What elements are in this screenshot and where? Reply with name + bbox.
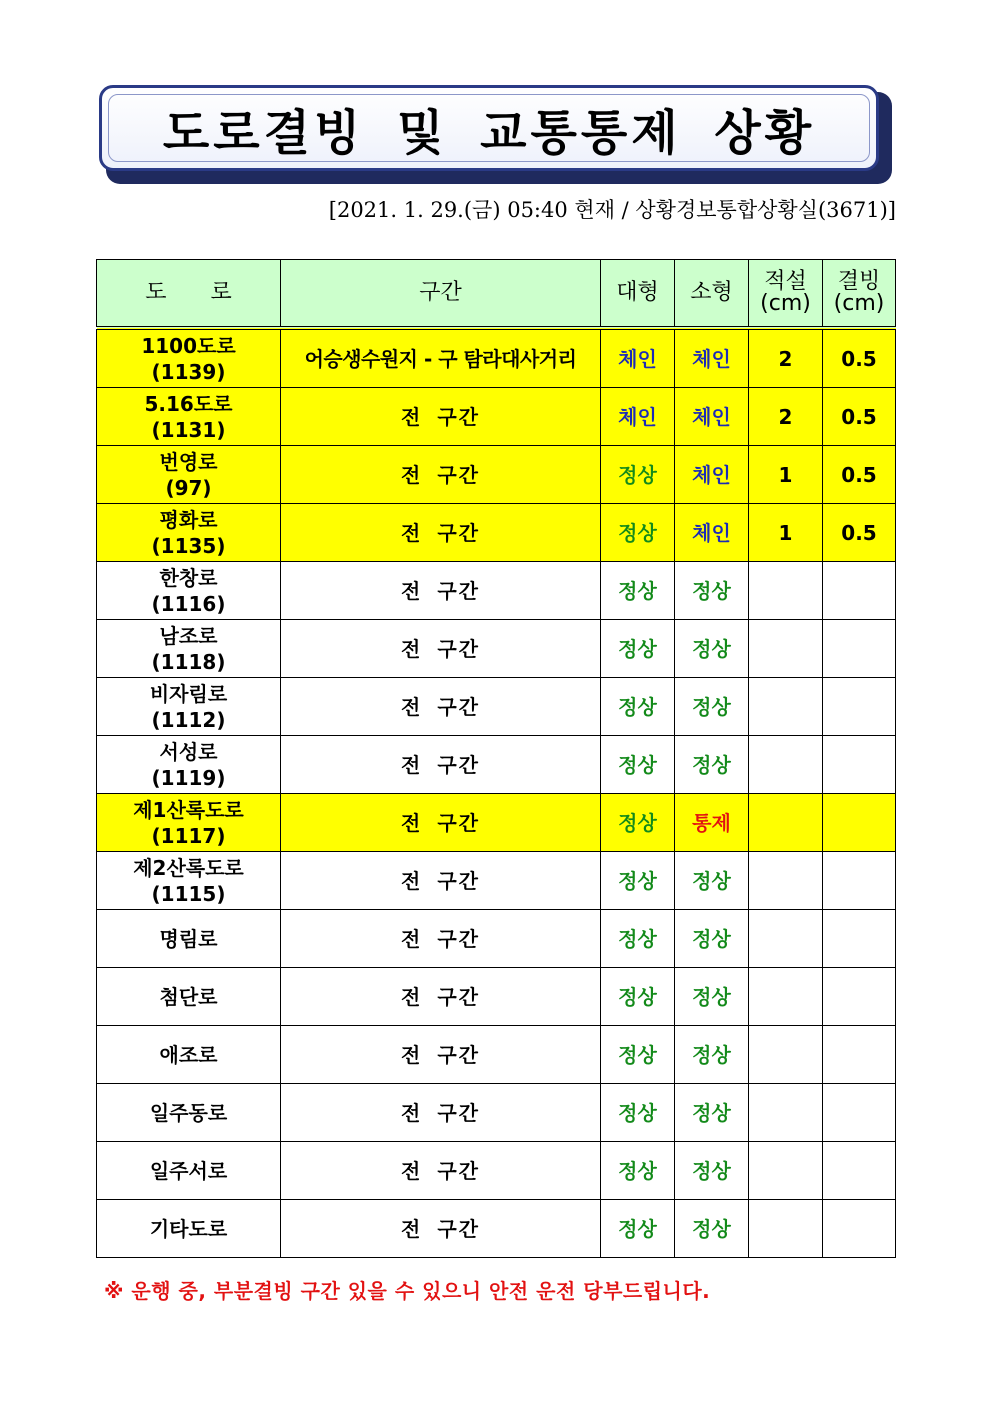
large-vehicle-status: 정상 — [601, 910, 675, 968]
road-code: (97) — [165, 475, 212, 500]
section-cell: 전 구간 — [281, 562, 601, 620]
ice-depth-cell: 0.5 — [823, 328, 896, 388]
section-cell: 전 구간 — [281, 910, 601, 968]
road-cell — [97, 1084, 281, 1142]
report-timestamp: [2021. 1. 29.(금) 05:40 현재 / 상황경보통합상황실(3671)] — [328, 198, 896, 222]
road-cell — [97, 1200, 281, 1258]
small-vehicle-status: 정상 — [675, 1084, 749, 1142]
road-status-table — [96, 259, 896, 1258]
road-name: 제1산록도로 — [133, 797, 244, 822]
ice-depth-cell: 0.5 — [823, 388, 896, 446]
snow-depth-cell — [749, 852, 823, 910]
ice-depth-cell — [823, 620, 896, 678]
road-code: (1116) — [151, 591, 226, 616]
road-name: 평화로 — [159, 507, 218, 532]
large-vehicle-status: 정상 — [601, 1084, 675, 1142]
header-small-vehicle: 소형 — [675, 260, 749, 329]
snow-depth-cell — [749, 620, 823, 678]
section-cell: 전 구간 — [281, 1142, 601, 1200]
table-row — [97, 794, 896, 852]
road-cell — [97, 1142, 281, 1200]
small-vehicle-status: 정상 — [675, 968, 749, 1026]
table-row — [97, 1084, 896, 1142]
table-row — [97, 562, 896, 620]
section-cell: 전 구간 — [281, 620, 601, 678]
ice-depth-cell — [823, 1142, 896, 1200]
small-vehicle-status: 정상 — [675, 910, 749, 968]
road-name: 제2산록도로 — [133, 855, 244, 880]
road-cell — [97, 852, 281, 910]
snow-depth-cell: 2 — [749, 328, 823, 388]
road-name: 첨단로 — [159, 984, 218, 1009]
road-cell — [97, 446, 281, 504]
snow-depth-cell — [749, 968, 823, 1026]
road-code: (1119) — [151, 765, 226, 790]
road-cell — [97, 910, 281, 968]
section-cell: 전 구간 — [281, 736, 601, 794]
header-section: 구간 — [281, 260, 601, 329]
section-cell: 전 구간 — [281, 446, 601, 504]
ice-depth-cell — [823, 562, 896, 620]
table-row — [97, 1142, 896, 1200]
section-cell: 전 구간 — [281, 794, 601, 852]
section-cell: 어승생수원지 - 구 탐라대사거리 — [281, 328, 601, 388]
road-cell — [97, 504, 281, 562]
large-vehicle-status: 정상 — [601, 736, 675, 794]
ice-depth-cell — [823, 678, 896, 736]
table-body — [97, 328, 896, 1258]
header-snow — [749, 260, 823, 329]
road-code: (1115) — [151, 881, 226, 906]
road-cell — [97, 388, 281, 446]
snow-depth-cell — [749, 910, 823, 968]
large-vehicle-status: 정상 — [601, 852, 675, 910]
small-vehicle-status: 체인 — [675, 388, 749, 446]
snow-depth-cell — [749, 562, 823, 620]
table-row — [97, 678, 896, 736]
header-snow-label: 적설 — [764, 269, 807, 294]
road-name: 일주동로 — [149, 1100, 228, 1125]
small-vehicle-status: 정상 — [675, 1200, 749, 1258]
snow-depth-cell: 1 — [749, 446, 823, 504]
small-vehicle-status: 정상 — [675, 562, 749, 620]
section-cell: 전 구간 — [281, 852, 601, 910]
table-row — [97, 328, 896, 388]
small-vehicle-status: 체인 — [675, 504, 749, 562]
header-road: 도 로 — [97, 260, 281, 329]
large-vehicle-status: 정상 — [601, 620, 675, 678]
table-row — [97, 388, 896, 446]
road-name: 번영로 — [159, 449, 218, 474]
header-ice-label: 결빙 — [837, 269, 881, 294]
road-code: (1112) — [151, 707, 226, 732]
snow-depth-cell — [749, 1200, 823, 1258]
small-vehicle-status: 체인 — [675, 328, 749, 388]
safety-notice: ※ 운행 중, 부분결빙 구간 있을 수 있으니 안전 운전 당부드립니다. — [104, 1279, 711, 1303]
road-name: 기타도로 — [149, 1216, 228, 1241]
table-row — [97, 620, 896, 678]
section-cell: 전 구간 — [281, 1200, 601, 1258]
table-row — [97, 852, 896, 910]
snow-depth-cell: 2 — [749, 388, 823, 446]
small-vehicle-status: 정상 — [675, 1026, 749, 1084]
ice-depth-cell — [823, 1026, 896, 1084]
small-vehicle-status: 정상 — [675, 678, 749, 736]
road-code: (1131) — [151, 417, 226, 442]
large-vehicle-status: 정상 — [601, 562, 675, 620]
large-vehicle-status: 정상 — [601, 678, 675, 736]
road-code: (1139) — [151, 359, 226, 384]
road-code: (1117) — [151, 823, 226, 848]
ice-depth-cell — [823, 794, 896, 852]
ice-depth-cell: 0.5 — [823, 446, 896, 504]
ice-depth-cell — [823, 1200, 896, 1258]
large-vehicle-status: 정상 — [601, 504, 675, 562]
road-code: (1118) — [151, 649, 226, 674]
header-ice-unit: (cm) — [833, 291, 885, 316]
road-cell — [97, 794, 281, 852]
snow-depth-cell — [749, 1026, 823, 1084]
table-row — [97, 910, 896, 968]
road-name: 한창로 — [159, 565, 218, 590]
road-cell — [97, 1026, 281, 1084]
road-code: (1135) — [151, 533, 226, 558]
small-vehicle-status: 통제 — [675, 794, 749, 852]
snow-depth-cell — [749, 794, 823, 852]
ice-depth-cell — [823, 968, 896, 1026]
ice-depth-cell — [823, 910, 896, 968]
road-cell — [97, 328, 281, 388]
small-vehicle-status: 체인 — [675, 446, 749, 504]
large-vehicle-status: 정상 — [601, 1026, 675, 1084]
table-row — [97, 1026, 896, 1084]
header-large-vehicle: 대형 — [601, 260, 675, 329]
small-vehicle-status: 정상 — [675, 620, 749, 678]
table-row — [97, 504, 896, 562]
section-cell: 전 구간 — [281, 968, 601, 1026]
road-name: 1100도로 — [141, 333, 236, 358]
road-name: 명림로 — [159, 926, 218, 951]
road-cell — [97, 968, 281, 1026]
road-name: 일주서로 — [149, 1158, 228, 1183]
section-cell: 전 구간 — [281, 388, 601, 446]
road-name: 서성로 — [159, 739, 218, 764]
road-name: 애조로 — [159, 1042, 218, 1067]
title-box — [99, 85, 879, 171]
ice-depth-cell — [823, 1084, 896, 1142]
snow-depth-cell — [749, 678, 823, 736]
section-cell: 전 구간 — [281, 1026, 601, 1084]
large-vehicle-status: 정상 — [601, 968, 675, 1026]
road-cell — [97, 678, 281, 736]
road-name: 5.16도로 — [144, 391, 233, 416]
small-vehicle-status: 정상 — [675, 736, 749, 794]
table-header-row — [97, 260, 896, 329]
table-row — [97, 446, 896, 504]
table-row — [97, 1200, 896, 1258]
page-title: 도로결빙 및 교통통제 상황 — [162, 104, 816, 161]
road-cell — [97, 562, 281, 620]
large-vehicle-status: 정상 — [601, 446, 675, 504]
road-name: 남조로 — [159, 623, 218, 648]
large-vehicle-status: 체인 — [601, 328, 675, 388]
large-vehicle-status: 정상 — [601, 794, 675, 852]
header-snow-unit: (cm) — [760, 291, 811, 316]
table-row — [97, 736, 896, 794]
section-cell: 전 구간 — [281, 678, 601, 736]
snow-depth-cell — [749, 1142, 823, 1200]
snow-depth-cell: 1 — [749, 504, 823, 562]
snow-depth-cell — [749, 1084, 823, 1142]
section-cell: 전 구간 — [281, 1084, 601, 1142]
table-row — [97, 968, 896, 1026]
snow-depth-cell — [749, 736, 823, 794]
large-vehicle-status: 정상 — [601, 1200, 675, 1258]
ice-depth-cell — [823, 736, 896, 794]
large-vehicle-status: 정상 — [601, 1142, 675, 1200]
small-vehicle-status: 정상 — [675, 1142, 749, 1200]
ice-depth-cell — [823, 852, 896, 910]
small-vehicle-status: 정상 — [675, 852, 749, 910]
road-cell — [97, 620, 281, 678]
road-cell — [97, 736, 281, 794]
ice-depth-cell: 0.5 — [823, 504, 896, 562]
road-name: 비자림로 — [149, 681, 228, 706]
section-cell: 전 구간 — [281, 504, 601, 562]
large-vehicle-status: 체인 — [601, 388, 675, 446]
header-ice — [823, 260, 896, 329]
